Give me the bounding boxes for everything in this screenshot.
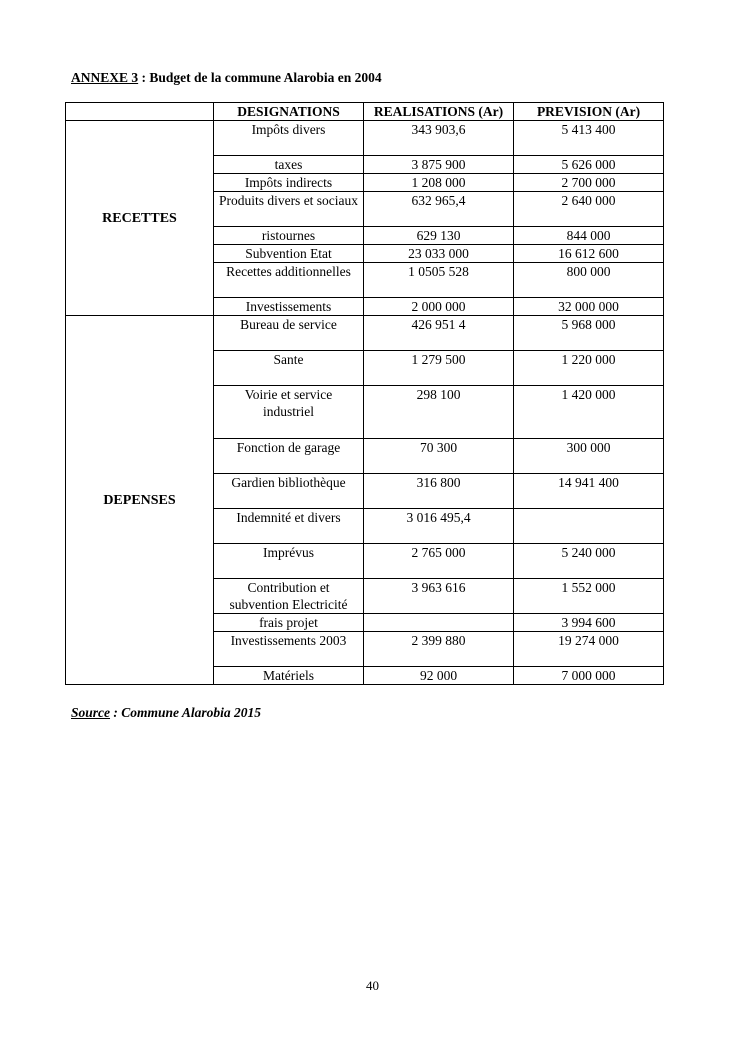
header-empty-cell [66,103,214,121]
realisation-cell: 3 875 900 [364,156,514,174]
realisation-cell: 1 279 500 [364,351,514,386]
designation-cell: frais projet [214,614,364,632]
annex-number: ANNEXE 3 [71,70,139,85]
realisation-cell: 298 100 [364,386,514,439]
prevision-cell: 5 626 000 [514,156,664,174]
header-realisations: REALISATIONS (Ar) [364,103,514,121]
realisation-cell: 632 965,4 [364,192,514,227]
designation-cell: Contribution et subvention Electricité [214,579,364,614]
designation-cell: Bureau de service [214,316,364,351]
designation-cell: taxes [214,156,364,174]
realisation-cell [364,614,514,632]
table-header-row [66,103,664,121]
prevision-cell: 1 220 000 [514,351,664,386]
prevision-cell: 5 413 400 [514,121,664,156]
source-text: : Commune Alarobia 2015 [110,705,262,720]
designation-cell: Gardien bibliothèque [214,474,364,509]
prevision-cell: 14 941 400 [514,474,664,509]
realisation-cell: 343 903,6 [364,121,514,156]
budget-table-body [66,121,664,685]
prevision-cell: 7 000 000 [514,667,664,685]
prevision-cell: 19 274 000 [514,632,664,667]
realisation-cell: 2 000 000 [364,298,514,316]
header-designations: DESIGNATIONS [214,103,364,121]
designation-cell: Subvention Etat [214,245,364,263]
designation-cell: Investissements [214,298,364,316]
designation-cell: Voirie et service industriel [214,386,364,439]
prevision-cell: 300 000 [514,439,664,474]
annex-title: : Budget de la commune Alarobia en 2004 [138,70,382,85]
realisation-cell: 70 300 [364,439,514,474]
depenses-section-label: DEPENSES [66,316,214,685]
prevision-cell: 2 640 000 [514,192,664,227]
designation-cell: Sante [214,351,364,386]
page-number: 40 [366,978,379,993]
header-prevision: PREVISION (Ar) [514,103,664,121]
realisation-cell: 2 399 880 [364,632,514,667]
source-label: Source [71,705,111,720]
realisation-cell: 92 000 [364,667,514,685]
realisation-cell: 23 033 000 [364,245,514,263]
realisation-cell: 426 951 4 [364,316,514,351]
realisation-cell: 629 130 [364,227,514,245]
budget-table [65,102,664,685]
prevision-cell: 16 612 600 [514,245,664,263]
designation-cell: Impôts indirects [214,174,364,192]
document-title [71,70,382,86]
prevision-cell: 2 700 000 [514,174,664,192]
prevision-cell: 5 968 000 [514,316,664,351]
designation-cell: Imprévus [214,544,364,579]
realisation-cell: 3 016 495,4 [364,509,514,544]
designation-cell: Fonction de garage [214,439,364,474]
prevision-cell: 800 000 [514,263,664,298]
table-row [66,121,664,156]
table-row [66,316,664,351]
prevision-cell: 32 000 000 [514,298,664,316]
prevision-cell: 5 240 000 [514,544,664,579]
realisation-cell: 316 800 [364,474,514,509]
realisation-cell: 1 208 000 [364,174,514,192]
realisation-cell: 2 765 000 [364,544,514,579]
prevision-cell [514,509,664,544]
designation-cell: Matériels [214,667,364,685]
realisation-cell: 3 963 616 [364,579,514,614]
source-note [71,705,261,721]
designation-cell: Investissements 2003 [214,632,364,667]
recettes-section-label: RECETTES [66,121,214,316]
designation-cell: Recettes additionnelles [214,263,364,298]
prevision-cell: 1 552 000 [514,579,664,614]
designation-cell: ristournes [214,227,364,245]
prevision-cell: 844 000 [514,227,664,245]
prevision-cell: 1 420 000 [514,386,664,439]
prevision-cell: 3 994 600 [514,614,664,632]
designation-cell: Impôts divers [214,121,364,156]
designation-cell: Produits divers et sociaux [214,192,364,227]
designation-cell: Indemnité et divers [214,509,364,544]
realisation-cell: 1 0505 528 [364,263,514,298]
